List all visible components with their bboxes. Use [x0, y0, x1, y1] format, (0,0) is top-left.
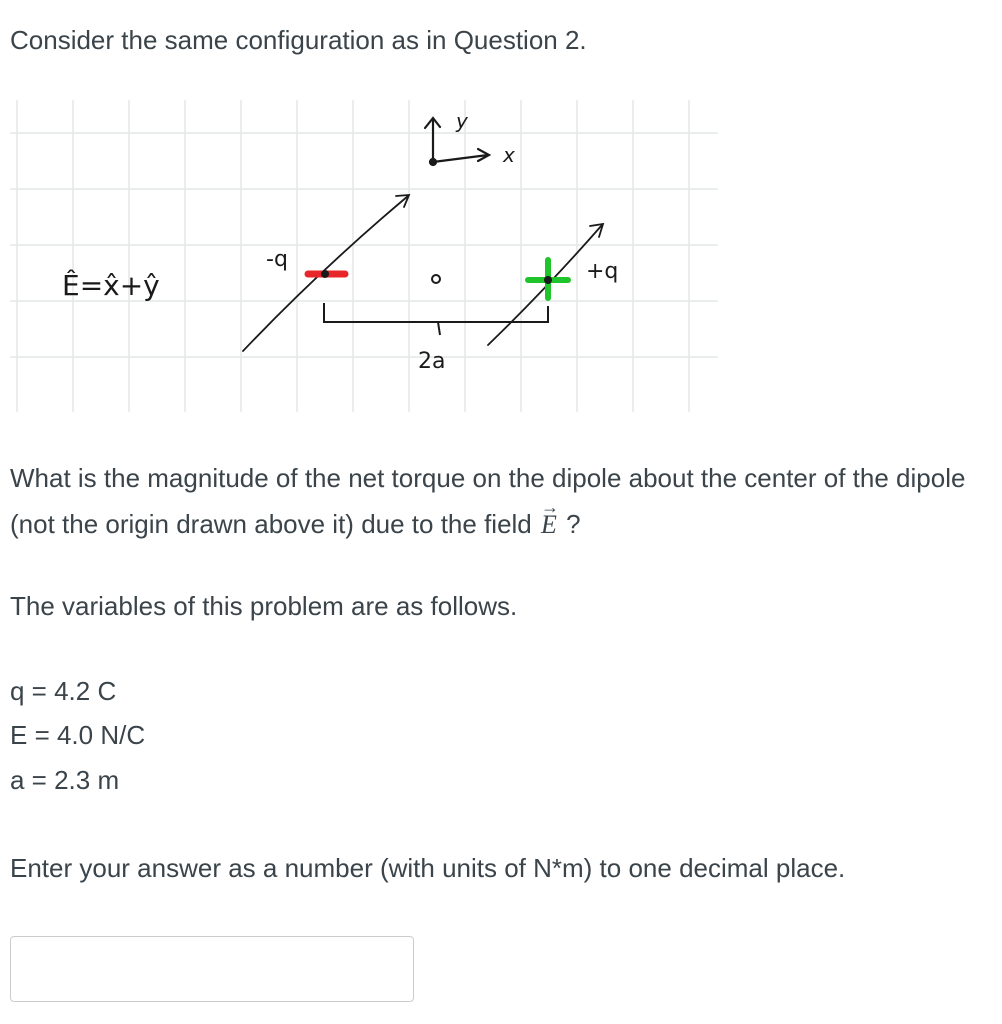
question-text	[10, 455, 1000, 548]
variable-a: a = 2.3 m	[10, 765, 120, 795]
intro-text: Consider the same configuration as in Question 2.	[10, 25, 587, 55]
question-text-start: What is the magnitude of the net torque on the dipole about the center of the dipole (not the origin drawn above it) due to the field	[10, 463, 966, 539]
field-label: Ê=x̂+ŷ	[62, 269, 160, 302]
positive-charge-icon	[528, 260, 568, 298]
negative-charge-label: -q	[266, 247, 288, 272]
negative-charge-icon	[308, 270, 345, 278]
field-vector-symbol: → E	[539, 502, 559, 548]
variable-E: E = 4.0 N/C	[10, 720, 146, 750]
axis-y-label: y	[456, 109, 468, 133]
positive-charge-label: +q	[586, 259, 619, 284]
axis-x-label: x	[503, 143, 515, 167]
separation-label: 2a	[418, 349, 446, 374]
variables-intro: The variables of this problem are as follows.	[10, 591, 518, 621]
center-marker-icon	[432, 275, 440, 283]
instructions-text: Enter your answer as a number (with units of N*m) to one decimal place.	[10, 853, 846, 883]
grid	[10, 100, 718, 412]
variable-q: q = 4.2 C	[10, 676, 117, 706]
answer-input[interactable]	[10, 936, 414, 1002]
question-text-end: ?	[558, 509, 581, 539]
dipole-figure	[0, 100, 740, 420]
